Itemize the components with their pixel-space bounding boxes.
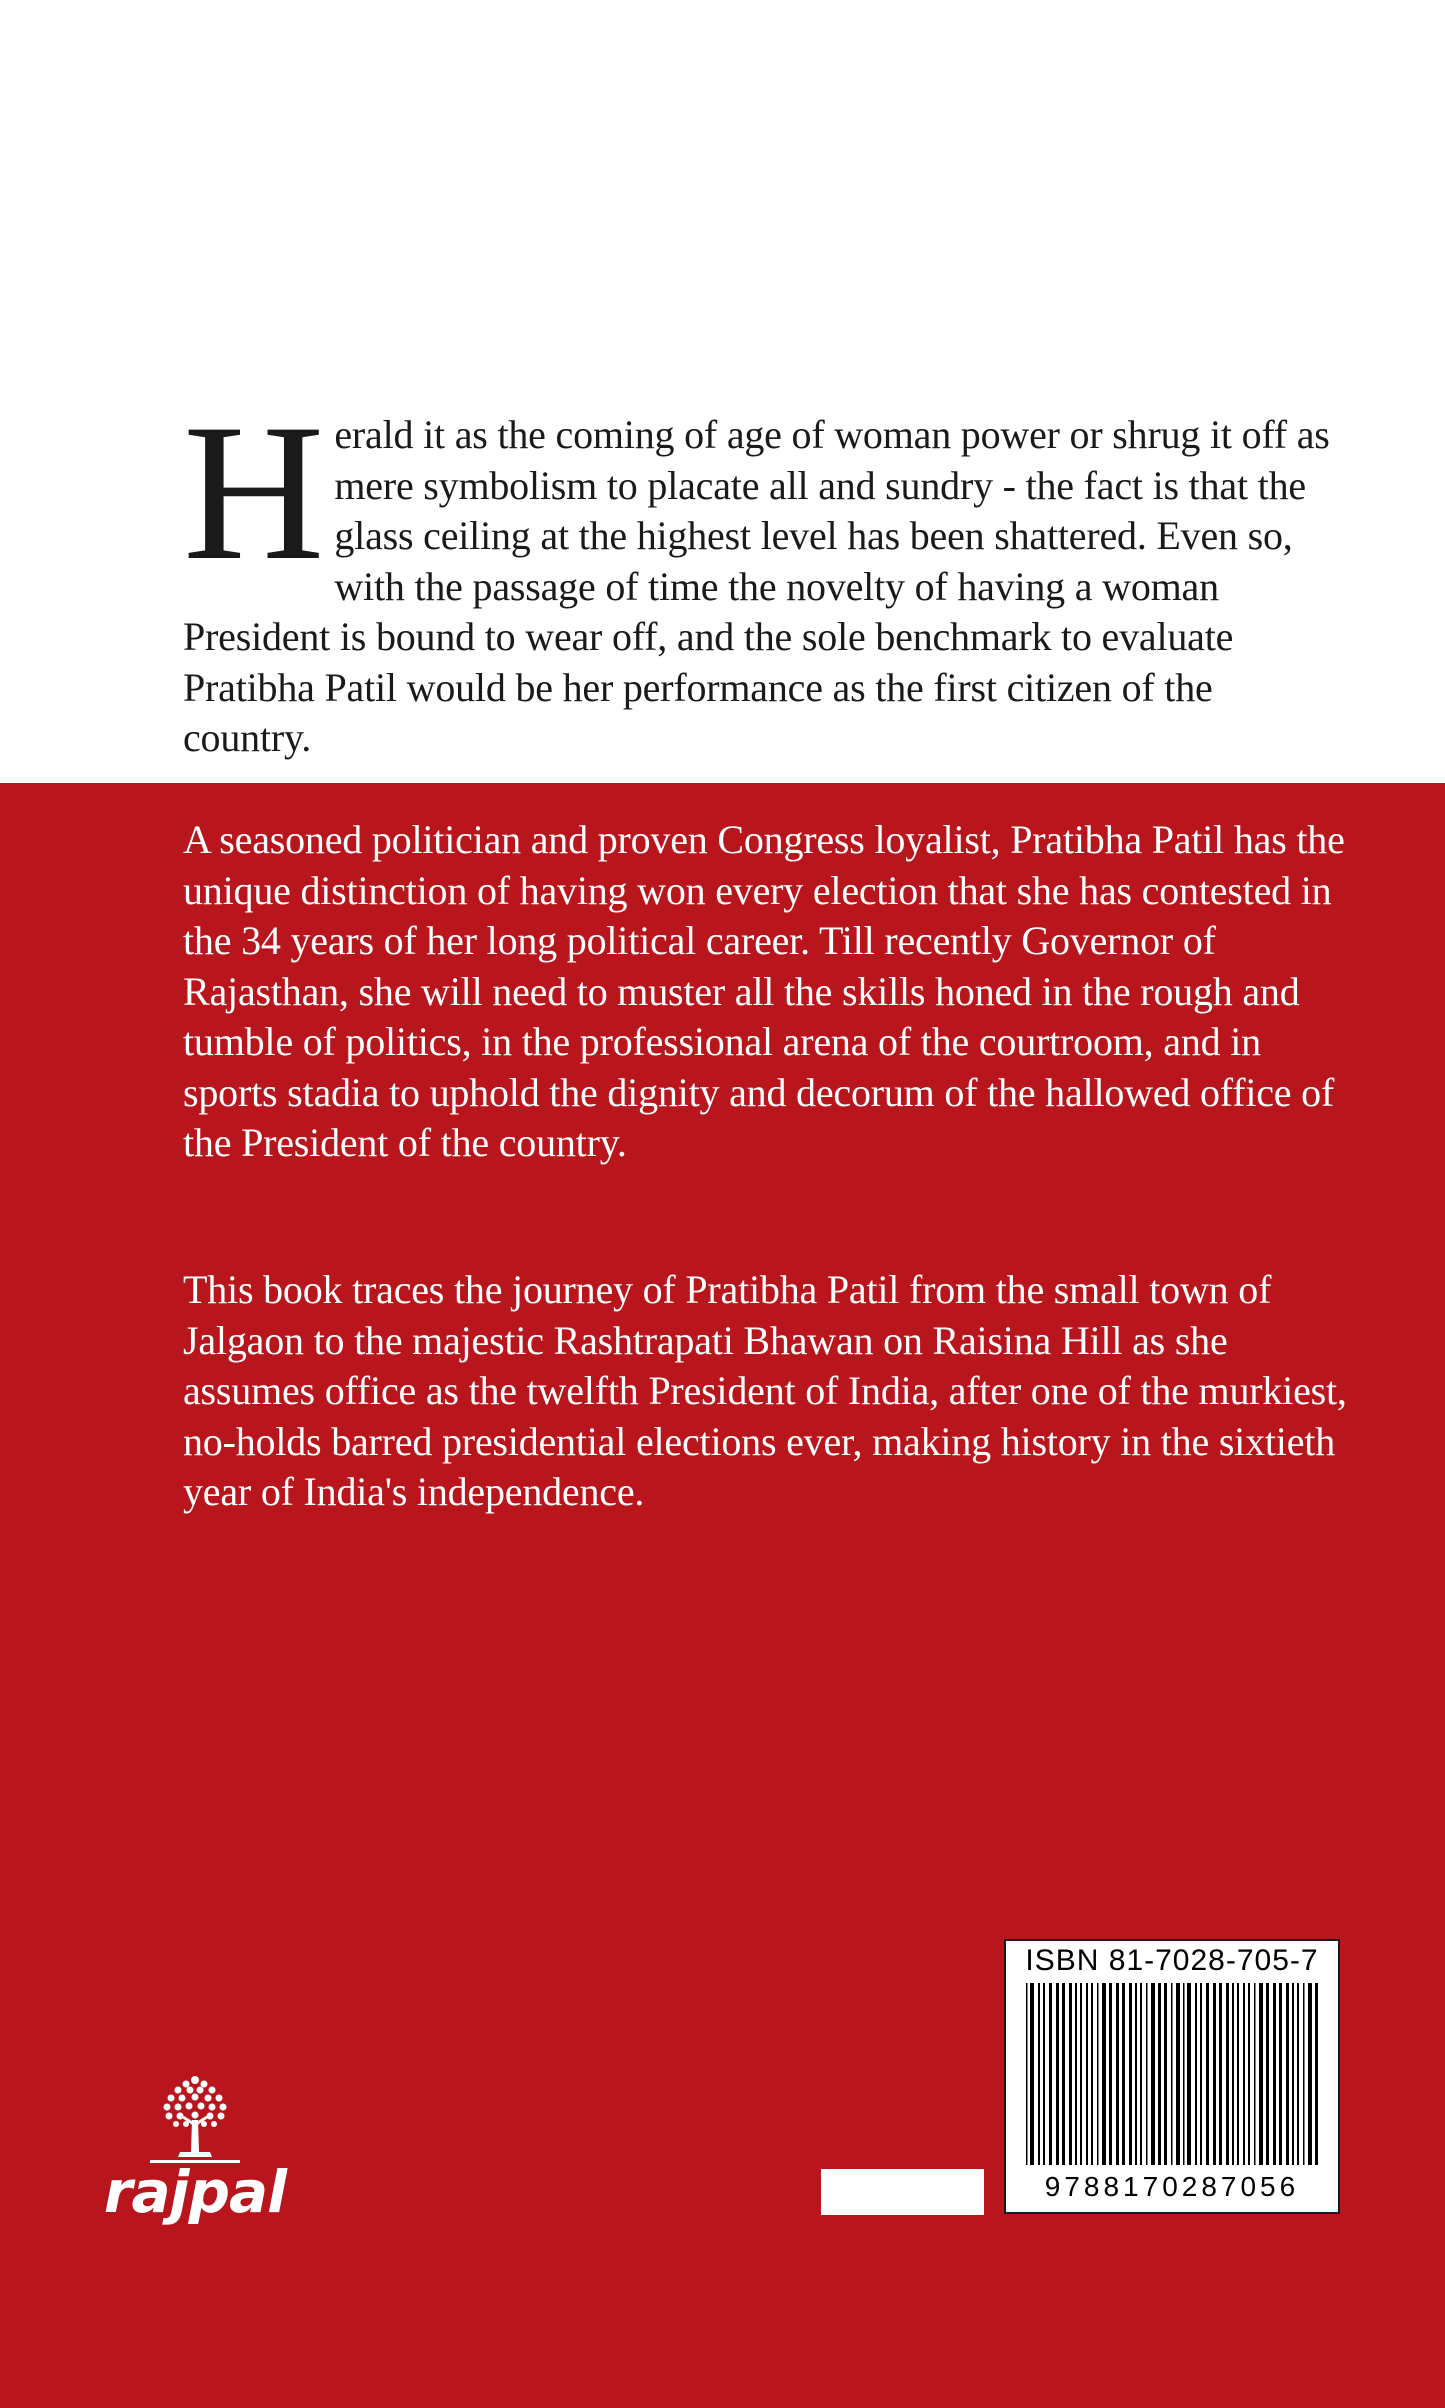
barcode-bar [1266,1983,1269,2165]
barcode-bar [1049,1983,1052,2165]
barcode-bar [1297,1983,1299,2165]
barcode-bar [1075,1983,1077,2165]
isbn-label: ISBN 81-7028-705-7 [1025,1944,1319,1977]
barcode-bar [1158,1983,1161,2165]
barcode-bar [1116,1983,1119,2165]
barcode-bar [1248,1983,1250,2165]
barcode-bar [1140,1983,1142,2165]
barcode-bar [1219,1983,1222,2165]
barcode-bar [1171,1983,1173,2165]
white-label-box [821,2169,984,2215]
barcode-bars [1024,1983,1320,2165]
barcode-bar [1195,1983,1197,2165]
barcode-bar [1080,1983,1082,2165]
barcode-bar [1213,1983,1216,2165]
barcode-bar [1102,1983,1106,2165]
blurb-paragraph-2: This book traces the journey of Pratibha Patil from the small town of Jalgaon to the majestic Rashtrapati Bhawan on Raisina Hill as she assumes office as the twelfth President of India, after one of the murkiest, no-holds barred presidential elections ever, making history in the sixtieth year of India's independence. [183,1267,1347,1514]
barcode-bar [1279,1983,1282,2165]
barcode-bar [1056,1983,1059,2165]
barcode-bar [1243,1983,1245,2165]
barcode-bar [1146,1983,1148,2165]
blurb-paragraph-1: A seasoned politician and proven Congress loyalist, Pratibha Patil has the unique distinction of having won every election that she has contested in the 34 years of her long political career. Till recently Governor of Rajasthan, she will need to muster all the skills honed in the rough and tumble of politics, in the professional arena of the courtroom, and in sports stadia to uphold the dignity and decorum of the hallowed office of the President of the country. [183,817,1345,1165]
barcode-bar [1187,1983,1191,2165]
barcode-bar [1129,1983,1132,2165]
barcode-bar [1206,1983,1209,2165]
barcode-bar [1183,1983,1185,2165]
intro-paragraph [183,384,1343,764]
barcode-bar [1030,1983,1034,2165]
barcode-bar [1273,1983,1276,2165]
barcode-bar [1086,1983,1088,2165]
barcode-bar [1043,1983,1045,2165]
barcode-bar [1254,1983,1256,2165]
publisher-logo [100,2070,290,2230]
barcode-bar [1259,1983,1263,2165]
intro-text: erald it as the coming of age of woman power or shrug it off as mere symbolism to placate all and sundry - the fact is that the glass ceiling at the highest level has been shattered. Even so, with the passage of time the novelty of having a woman President is bound to wear off, and the sole benchmark to evaluate Pratibha Patil would be her performance as the first citizen of the country. [183,412,1330,760]
barcode-bar [1091,1983,1093,2165]
barcode-bar [1176,1983,1180,2165]
barcode-bar [1232,1983,1234,2165]
barcode-bar [1038,1983,1040,2165]
barcode-bar [1200,1983,1202,2165]
barcode-digits: 9788170287056 [1044,2171,1300,2202]
barcode-bar [1062,1983,1065,2165]
barcode-bar [1151,1983,1155,2165]
barcode-bar [1292,1983,1294,2165]
barcode-bar [1097,1983,1099,2165]
barcode-bar [1135,1983,1137,2165]
barcode-bar [1122,1983,1125,2165]
drop-cap: H [183,384,325,601]
barcode-bar [1237,1983,1239,2165]
barcode-bar [1164,1983,1167,2165]
barcode-bar [1226,1983,1229,2165]
barcode-bar [1286,1983,1289,2165]
tree-logo-icon [140,2070,250,2170]
barcode-box [1004,1939,1340,2214]
publisher-name: rajpal [103,2158,287,2226]
barcode-bar [1315,1983,1318,2165]
barcode-bar [1026,1983,1028,2165]
barcode-bar [1069,1983,1072,2165]
barcode-bar [1308,1983,1312,2165]
barcode-bar [1303,1983,1305,2165]
barcode-bar [1109,1983,1112,2165]
